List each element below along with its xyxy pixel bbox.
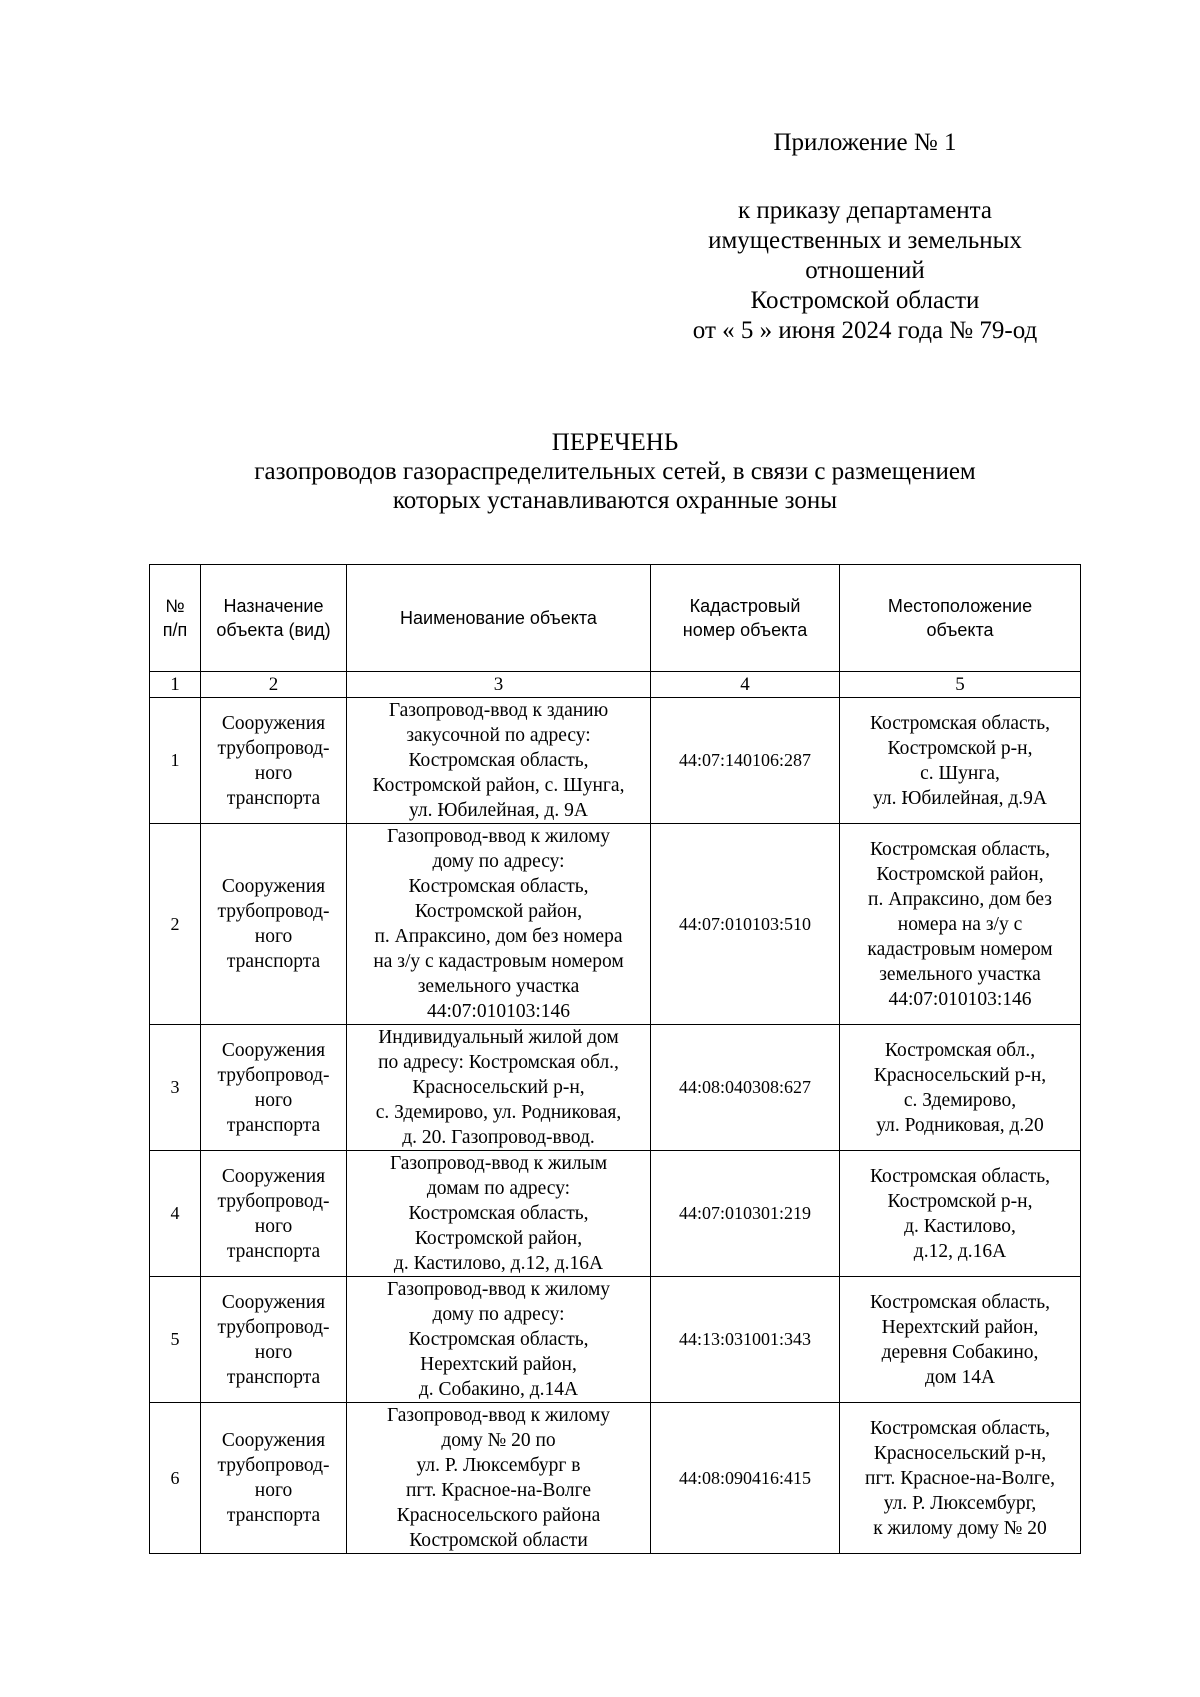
column-number: 2: [201, 672, 347, 698]
table-body: [150, 698, 1081, 1554]
table-header-row: [150, 565, 1081, 672]
header-number: № п/п: [150, 565, 201, 672]
table-row: [150, 1277, 1081, 1403]
object-type: Сооружения трубопровод- ного транспорта: [201, 1403, 347, 1554]
appendix-line: Костромской области: [750, 287, 980, 314]
column-number: 3: [347, 672, 651, 698]
document-subtitle-line: газопроводов газораспределительных сетей, в связи с размещением: [254, 458, 976, 485]
header-name: Наименование объекта: [347, 565, 651, 672]
object-type: Сооружения трубопровод- ного транспорта: [201, 1277, 347, 1403]
appendix-line: к приказу департамента: [737, 197, 993, 224]
header-type: Назначение объекта (вид): [201, 565, 347, 672]
object-name: Индивидуальный жилой дом по адресу: Костромская обл., Красносельский р-н, с. Здемирово, ул. Родниковая, д. 20. Газопровод-ввод.: [347, 1025, 651, 1151]
row-number: 4: [150, 1151, 201, 1277]
object-location: Костромская обл., Красносельский р-н, с. Здемирово, ул. Родниковая, д.20: [840, 1025, 1081, 1151]
appendix-line: имущественных и земельных: [708, 227, 1022, 254]
object-name: Газопровод-ввод к жилому дому по адресу: Костромская область, Костромской район, п. Апраксино, дом без номера на з/у с кадастровым номером земельного участка 44:07:010103:146: [347, 824, 651, 1025]
object-location: Костромская область, Костромской р-н, с. Шунга, ул. Юбилейная, д.9А: [840, 698, 1081, 824]
object-name: Газопровод-ввод к жилому дому № 20 по ул. Р. Люксембург в пгт. Красное-на-Волге Красносельского района Костромской области: [347, 1403, 651, 1554]
appendix-line: от « 5 » июня 2024 года № 79-од: [692, 317, 1038, 344]
row-number: 6: [150, 1403, 201, 1554]
cadastral-number: 44:07:140106:287: [651, 698, 840, 824]
table-row: [150, 1151, 1081, 1277]
document-title: ПЕРЕЧЕНЬ: [551, 429, 679, 456]
object-location: Костромская область, Костромской район, п. Апраксино, дом без номера на з/у с кадастровым номером земельного участка 44:07:010103:146: [840, 824, 1081, 1025]
row-number: 2: [150, 824, 201, 1025]
object-location: Костромская область, Костромской р-н, д. Кастилово, д.12, д.16А: [840, 1151, 1081, 1277]
row-number: 1: [150, 698, 201, 824]
row-number: 3: [150, 1025, 201, 1151]
row-number: 5: [150, 1277, 201, 1403]
table-row: [150, 1403, 1081, 1554]
appendix-block: [650, 128, 1080, 346]
cadastral-number: 44:08:040308:627: [651, 1025, 840, 1151]
column-number: 5: [840, 672, 1081, 698]
cadastral-number: 44:08:090416:415: [651, 1403, 840, 1554]
object-location: Костромская область, Красносельский р-н, пгт. Красное-на-Волге, ул. Р. Люксембург, к жилому дому № 20: [840, 1403, 1081, 1554]
object-type: Сооружения трубопровод- ного транспорта: [201, 1151, 347, 1277]
table-row: [150, 698, 1081, 824]
object-location: Костромская область, Нерехтский район, деревня Собакино, дом 14А: [840, 1277, 1081, 1403]
object-type: Сооружения трубопровод- ного транспорта: [201, 1025, 347, 1151]
object-name: Газопровод-ввод к жилому дому по адресу: Костромская область, Нерехтский район, д. Собакино, д.14А: [347, 1277, 651, 1403]
document-heading: [150, 428, 1080, 515]
document-subtitle-line: которых устанавливаются охранные зоны: [392, 487, 838, 514]
object-type: Сооружения трубопровод- ного транспорта: [201, 824, 347, 1025]
appendix-number: Приложение № 1: [773, 129, 957, 156]
object-name: Газопровод-ввод к зданию закусочной по адресу: Костромская область, Костромской район, с. Шунга, ул. Юбилейная, д. 9А: [347, 698, 651, 824]
header-cadastral: Кадастровый номер объекта: [651, 565, 840, 672]
cadastral-number: 44:13:031001:343: [651, 1277, 840, 1403]
column-numbers-row: [150, 672, 1081, 698]
appendix-line: отношений: [805, 257, 925, 284]
cadastral-number: 44:07:010103:510: [651, 824, 840, 1025]
cadastral-number: 44:07:010301:219: [651, 1151, 840, 1277]
table-row: [150, 824, 1081, 1025]
gas-pipeline-table: [149, 564, 1081, 1554]
table-row: [150, 1025, 1081, 1151]
header-location: Местоположение объекта: [840, 565, 1081, 672]
column-number: 4: [651, 672, 840, 698]
object-type: Сооружения трубопровод- ного транспорта: [201, 698, 347, 824]
object-name: Газопровод-ввод к жилым домам по адресу: Костромская область, Костромской район, д. Кастилово, д.12, д.16А: [347, 1151, 651, 1277]
column-number: 1: [150, 672, 201, 698]
